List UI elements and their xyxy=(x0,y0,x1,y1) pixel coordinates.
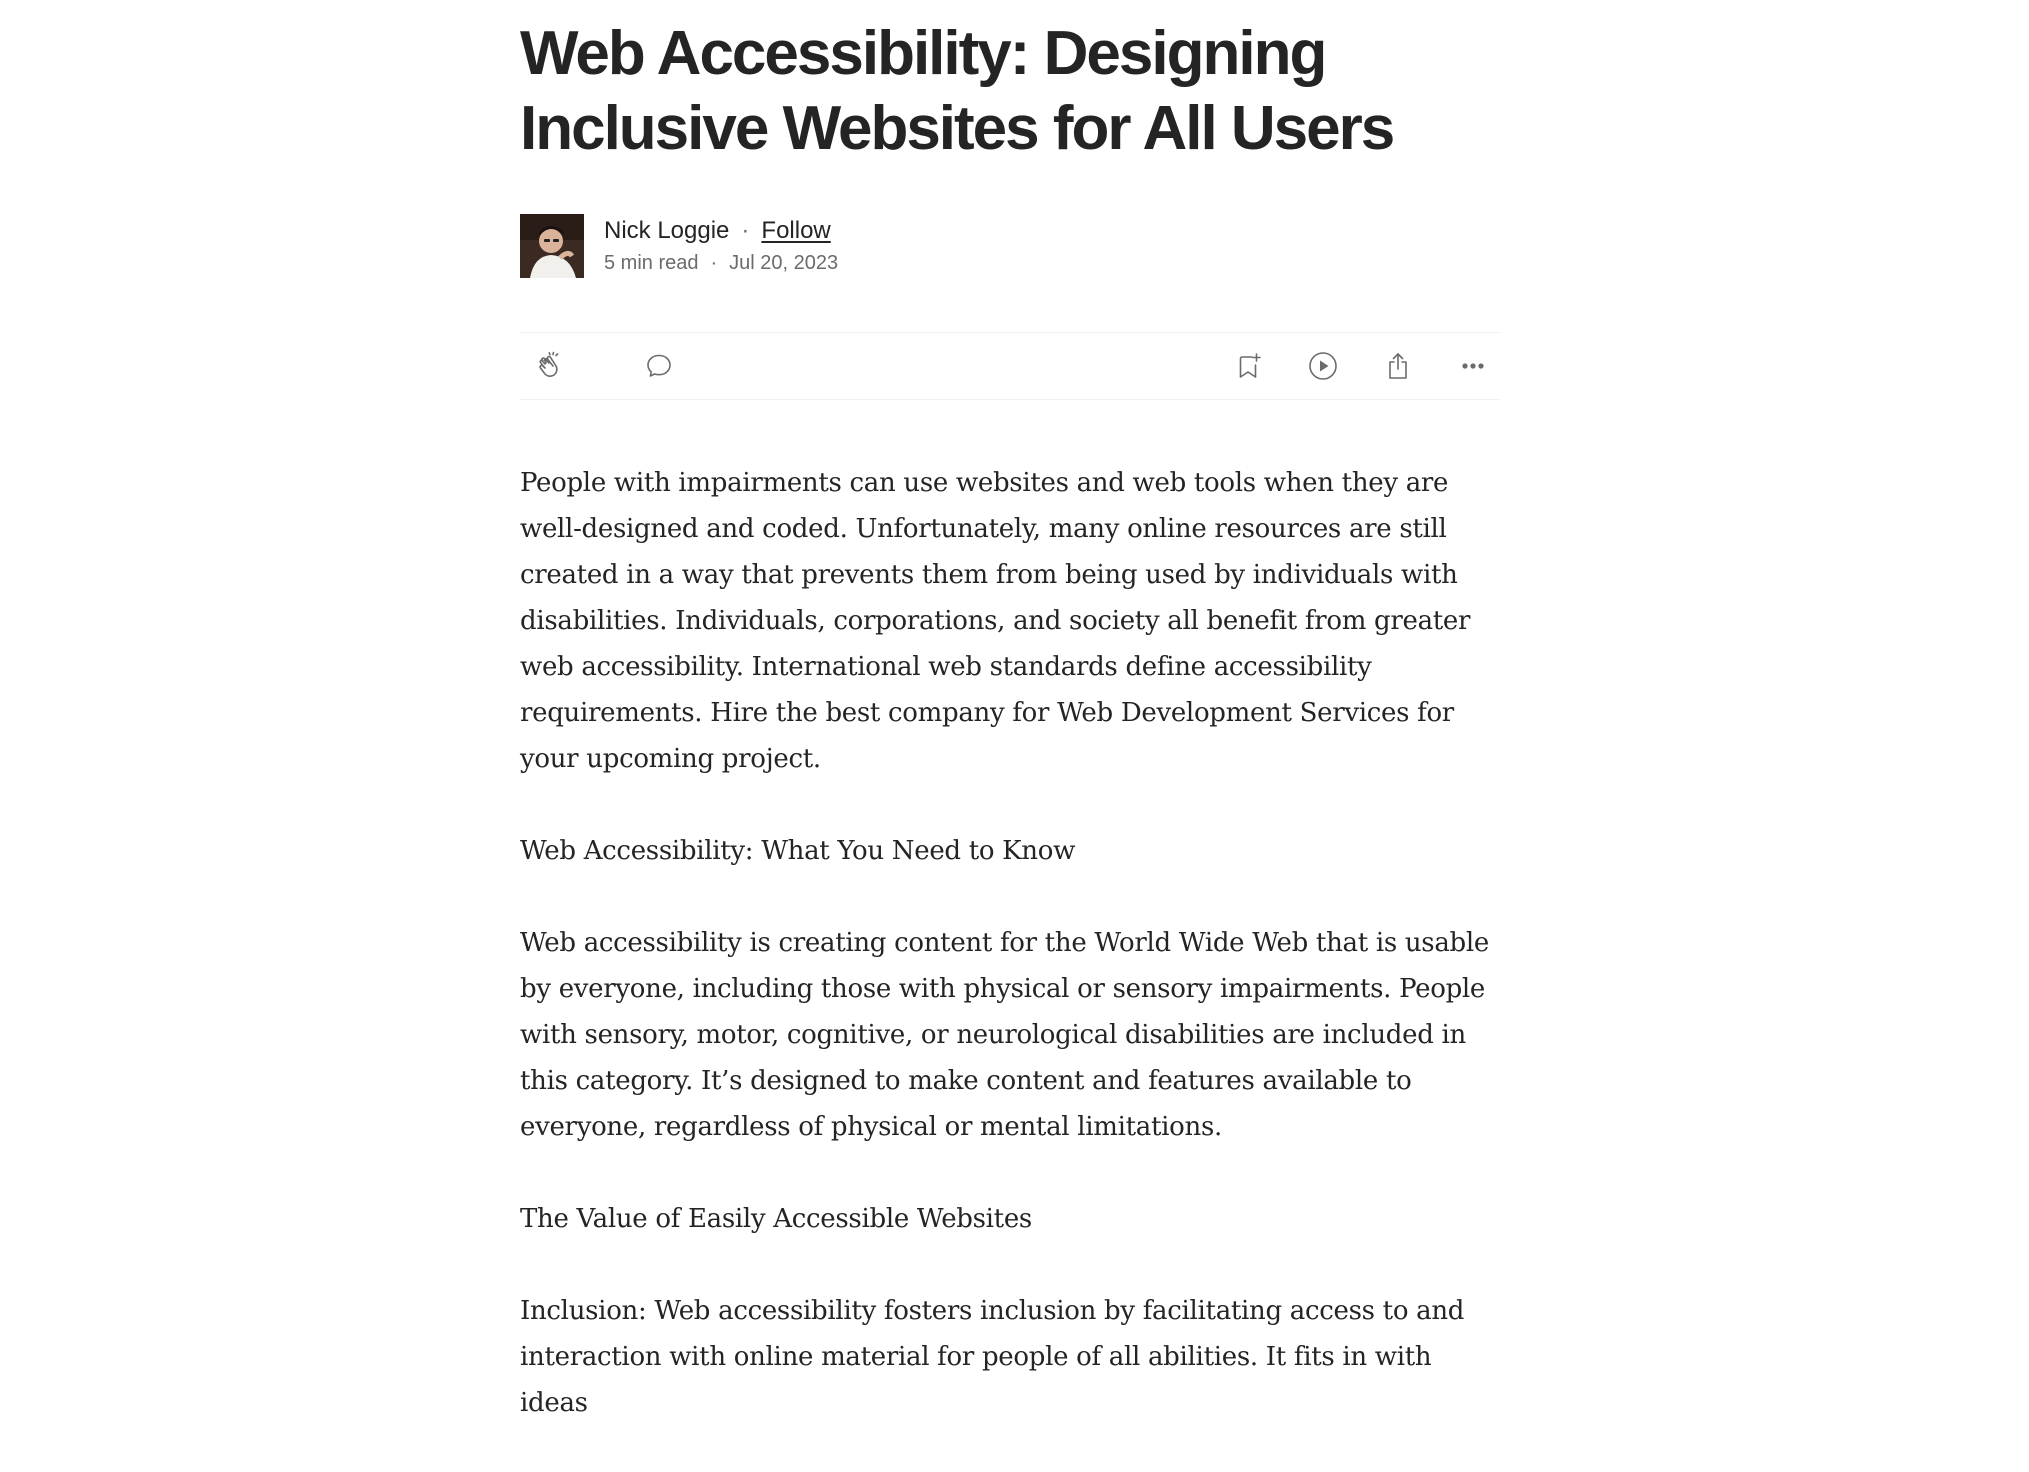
author-meta xyxy=(604,216,838,276)
author-name[interactable]: Nick Loggie xyxy=(604,217,730,244)
paragraph-definition: Web accessibility is creating content for the World Wide Web that is usable by everyone, including those with physical or sensory impairments. People with sensory, motor, cognitive, or neurological disabilities are included in this category. It’s designed to make content and features available to everyone, regardless of physical or mental limitations. xyxy=(520,928,1489,1142)
share-button[interactable] xyxy=(1379,347,1417,385)
more-horizontal-icon xyxy=(1458,351,1488,381)
read-time: 5 min read xyxy=(604,252,699,274)
publish-date: Jul 20, 2023 xyxy=(729,252,839,274)
article-title: Web Accessibility: Designing Inclusive Websites for All Users xyxy=(520,19,1394,163)
play-circle-icon xyxy=(1307,350,1339,382)
separator-dot: · xyxy=(741,217,750,244)
separator-dot: · xyxy=(710,252,718,274)
clap-button[interactable] xyxy=(532,347,570,385)
paragraph-intro: People with impairments can use websites and web tools when they are well-designed and coded. Unfortunately, many online resources are still created in a way that prevents them from being used by individuals with disabilities. Individuals, corporations, and society all benefit from greater web accessibility. International web standards define accessibility requirements. Hire the best company for Web Development Services for your upcoming project. xyxy=(520,468,1471,774)
action-bar xyxy=(520,332,1500,400)
bookmark-button[interactable] xyxy=(1230,347,1268,385)
author-block xyxy=(520,213,1500,279)
meta-line xyxy=(604,250,838,276)
paragraph-inclusion: Inclusion: Web accessibility fosters inclusion by facilitating access to and interaction with online material for people of all abilities. It fits in with ideas xyxy=(520,1296,1465,1418)
comment-icon xyxy=(644,351,674,381)
avatar[interactable] xyxy=(520,214,584,278)
author-line xyxy=(604,216,838,246)
section-heading: The Value of Easily Accessible Websites xyxy=(520,1204,1032,1234)
bookmark-add-icon xyxy=(1234,351,1264,381)
avatar-image xyxy=(520,214,584,278)
comment-button[interactable] xyxy=(640,347,678,385)
share-icon xyxy=(1383,351,1413,381)
clap-icon xyxy=(535,350,567,382)
article xyxy=(520,0,1500,1472)
section-heading: Web Accessibility: What You Need to Know xyxy=(520,836,1076,866)
follow-link[interactable]: Follow xyxy=(761,217,831,244)
more-button[interactable] xyxy=(1454,347,1492,385)
article-body xyxy=(520,460,1500,1426)
listen-button[interactable] xyxy=(1304,347,1342,385)
